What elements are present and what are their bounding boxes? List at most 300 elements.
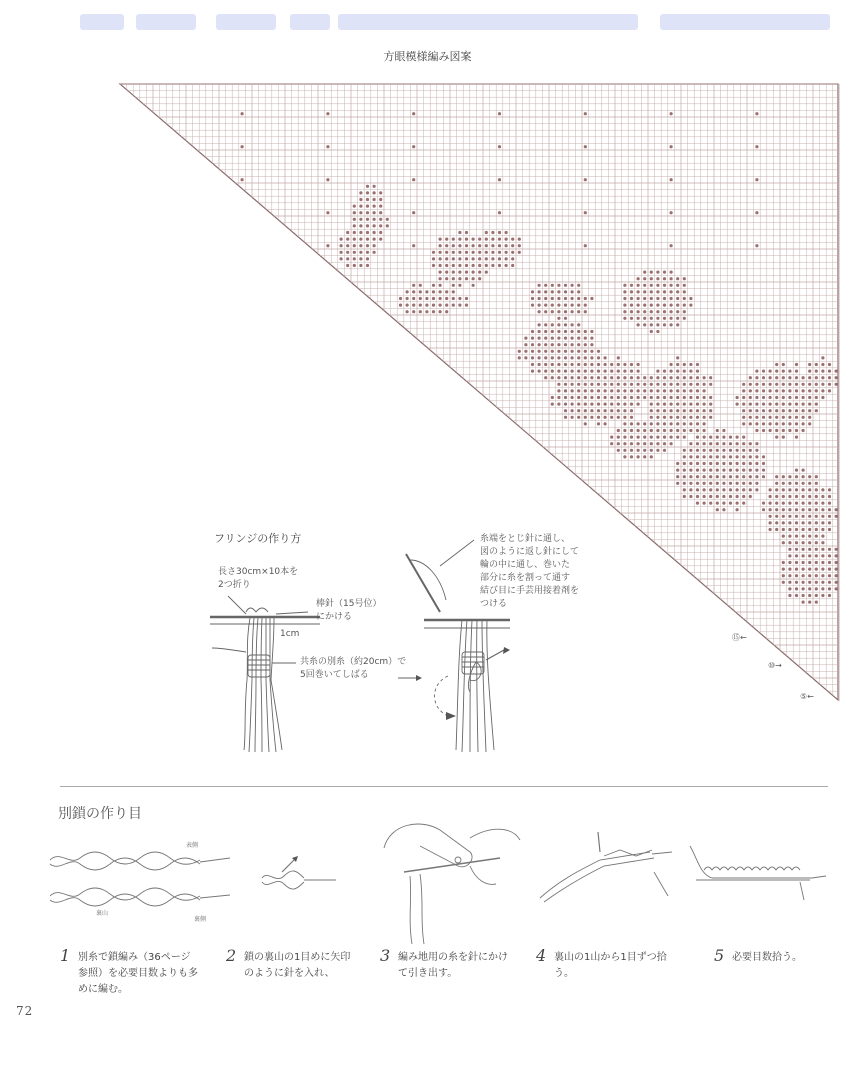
filled-mesh-dot bbox=[795, 502, 798, 505]
filled-mesh-dot bbox=[353, 211, 356, 214]
filled-mesh-dot bbox=[544, 330, 547, 333]
filled-mesh-dot bbox=[696, 409, 699, 412]
filled-mesh-dot bbox=[683, 363, 686, 366]
filled-mesh-dot bbox=[445, 297, 448, 300]
filled-mesh-dot bbox=[676, 475, 679, 478]
filled-mesh-dot bbox=[571, 363, 574, 366]
filled-mesh-dot bbox=[749, 389, 752, 392]
filled-mesh-dot bbox=[617, 436, 620, 439]
filled-mesh-dot bbox=[491, 257, 494, 260]
filled-mesh-dot bbox=[821, 376, 824, 379]
filled-mesh-dot bbox=[788, 521, 791, 524]
filled-mesh-dot bbox=[650, 323, 653, 326]
filled-mesh-dot bbox=[538, 297, 541, 300]
filled-mesh-dot bbox=[366, 224, 369, 227]
filled-mesh-dot bbox=[775, 396, 778, 399]
filled-mesh-dot bbox=[689, 422, 692, 425]
filled-mesh-dot bbox=[630, 442, 633, 445]
filled-mesh-dot bbox=[769, 495, 772, 498]
filled-mesh-dot bbox=[346, 251, 349, 254]
filled-mesh-dot bbox=[419, 290, 422, 293]
filled-mesh-dot bbox=[590, 356, 593, 359]
filled-mesh-dot bbox=[650, 310, 653, 313]
filled-mesh-dot bbox=[709, 436, 712, 439]
filled-mesh-dot bbox=[663, 323, 666, 326]
filled-mesh-dot bbox=[762, 389, 765, 392]
filled-mesh-dot bbox=[808, 528, 811, 531]
filled-mesh-dot bbox=[564, 343, 567, 346]
filled-mesh-dot bbox=[755, 403, 758, 406]
filled-mesh-dot bbox=[439, 304, 442, 307]
filled-mesh-dot bbox=[808, 587, 811, 590]
filled-mesh-dot bbox=[689, 370, 692, 373]
filled-mesh-dot bbox=[584, 363, 587, 366]
filled-mesh-dot bbox=[788, 508, 791, 511]
filled-mesh-dot bbox=[742, 442, 745, 445]
filled-mesh-dot bbox=[505, 238, 508, 241]
filled-mesh-dot bbox=[458, 304, 461, 307]
filled-mesh-dot bbox=[821, 508, 824, 511]
filled-mesh-dot bbox=[709, 403, 712, 406]
filled-mesh-dot bbox=[703, 376, 706, 379]
filled-mesh-dot bbox=[703, 449, 706, 452]
filled-mesh-dot bbox=[432, 264, 435, 267]
filled-mesh-dot bbox=[617, 403, 620, 406]
filled-mesh-dot bbox=[439, 271, 442, 274]
filled-mesh-dot bbox=[729, 469, 732, 472]
filled-mesh-dot bbox=[465, 257, 468, 260]
filled-mesh-dot bbox=[656, 422, 659, 425]
filled-mesh-dot bbox=[399, 297, 402, 300]
filled-mesh-dot bbox=[689, 297, 692, 300]
filled-mesh-dot bbox=[775, 370, 778, 373]
filled-mesh-dot bbox=[412, 290, 415, 293]
filled-mesh-dot bbox=[465, 297, 468, 300]
filled-mesh-dot bbox=[432, 290, 435, 293]
note-finish: 糸端をとじ針に通し、 図のように返し針にして 輪の中に通し、巻いた 部分に糸を割って通す 結び目に手芸用接着剤を つける bbox=[480, 534, 580, 609]
filled-mesh-dot bbox=[353, 205, 356, 208]
filled-mesh-dot bbox=[788, 554, 791, 557]
filled-mesh-dot bbox=[808, 521, 811, 524]
filled-mesh-dot bbox=[795, 568, 798, 571]
filled-mesh-dot bbox=[729, 436, 732, 439]
filled-mesh-dot bbox=[412, 244, 415, 247]
filled-mesh-dot bbox=[815, 508, 818, 511]
filled-mesh-dot bbox=[650, 297, 653, 300]
filled-mesh-dot bbox=[452, 251, 455, 254]
filled-mesh-dot bbox=[379, 238, 382, 241]
filled-mesh-dot bbox=[445, 310, 448, 313]
filled-mesh-dot bbox=[650, 277, 653, 280]
filled-mesh-dot bbox=[670, 436, 673, 439]
filled-mesh-dot bbox=[452, 304, 455, 307]
filled-mesh-dot bbox=[584, 383, 587, 386]
filled-mesh-dot bbox=[452, 271, 455, 274]
filled-mesh-dot bbox=[742, 475, 745, 478]
filled-mesh-dot bbox=[689, 409, 692, 412]
filled-mesh-dot bbox=[544, 343, 547, 346]
filled-mesh-dot bbox=[656, 429, 659, 432]
filled-mesh-dot bbox=[663, 277, 666, 280]
filled-mesh-dot bbox=[808, 561, 811, 564]
filled-mesh-dot bbox=[564, 376, 567, 379]
filled-mesh-dot bbox=[703, 469, 706, 472]
filled-mesh-dot bbox=[683, 416, 686, 419]
filled-mesh-dot bbox=[676, 429, 679, 432]
filled-mesh-dot bbox=[571, 376, 574, 379]
filled-mesh-dot bbox=[406, 310, 409, 313]
filled-mesh-dot bbox=[571, 290, 574, 293]
filled-mesh-dot bbox=[366, 257, 369, 260]
filled-mesh-dot bbox=[551, 396, 554, 399]
filled-mesh-dot bbox=[353, 218, 356, 221]
filled-mesh-dot bbox=[676, 304, 679, 307]
filled-mesh-dot bbox=[610, 370, 613, 373]
filled-mesh-dot bbox=[755, 145, 758, 148]
filled-mesh-dot bbox=[663, 442, 666, 445]
filled-mesh-dot bbox=[755, 112, 758, 115]
filled-mesh-dot bbox=[656, 442, 659, 445]
filled-mesh-dot bbox=[696, 403, 699, 406]
filled-mesh-dot bbox=[643, 429, 646, 432]
filled-mesh-dot bbox=[815, 548, 818, 551]
filled-mesh-dot bbox=[762, 370, 765, 373]
filled-mesh-dot bbox=[538, 310, 541, 313]
filled-mesh-dot bbox=[551, 284, 554, 287]
filled-mesh-dot bbox=[590, 383, 593, 386]
filled-mesh-dot bbox=[775, 436, 778, 439]
filled-mesh-dot bbox=[703, 488, 706, 491]
filled-mesh-dot bbox=[782, 574, 785, 577]
filled-mesh-dot bbox=[703, 462, 706, 465]
filled-mesh-dot bbox=[802, 409, 805, 412]
filled-mesh-dot bbox=[828, 383, 831, 386]
filled-mesh-dot bbox=[584, 396, 587, 399]
filled-mesh-dot bbox=[353, 251, 356, 254]
filled-mesh-dot bbox=[676, 363, 679, 366]
filled-mesh-dot bbox=[610, 383, 613, 386]
filled-mesh-dot bbox=[670, 370, 673, 373]
filled-mesh-dot bbox=[445, 304, 448, 307]
filled-mesh-dot bbox=[346, 231, 349, 234]
filled-mesh-dot bbox=[577, 389, 580, 392]
filled-mesh-dot bbox=[439, 238, 442, 241]
filled-mesh-dot bbox=[590, 343, 593, 346]
filled-mesh-dot bbox=[722, 429, 725, 432]
filled-mesh-dot bbox=[643, 284, 646, 287]
step-1-text: 別糸で鎖編み（36ページ 参照）を必要目数よりも多 めに編む。 bbox=[78, 952, 198, 995]
filled-mesh-dot bbox=[617, 356, 620, 359]
filled-mesh-dot bbox=[788, 541, 791, 544]
filled-mesh-dot bbox=[795, 541, 798, 544]
filled-mesh-dot bbox=[564, 409, 567, 412]
filled-mesh-dot bbox=[617, 416, 620, 419]
filled-mesh-dot bbox=[808, 409, 811, 412]
filled-mesh-dot bbox=[518, 251, 521, 254]
filled-mesh-dot bbox=[769, 488, 772, 491]
filled-mesh-dot bbox=[755, 455, 758, 458]
filled-mesh-dot bbox=[782, 581, 785, 584]
filled-mesh-dot bbox=[544, 356, 547, 359]
filled-mesh-dot bbox=[755, 469, 758, 472]
filled-mesh-dot bbox=[736, 469, 739, 472]
filled-mesh-dot bbox=[802, 587, 805, 590]
filled-mesh-dot bbox=[557, 284, 560, 287]
filled-mesh-dot bbox=[670, 422, 673, 425]
filled-mesh-dot bbox=[452, 257, 455, 260]
filled-mesh-dot bbox=[439, 251, 442, 254]
filled-mesh-dot bbox=[379, 205, 382, 208]
filled-mesh-dot bbox=[788, 409, 791, 412]
filled-mesh-dot bbox=[788, 396, 791, 399]
filled-mesh-dot bbox=[637, 370, 640, 373]
filled-mesh-dot bbox=[808, 581, 811, 584]
filled-mesh-dot bbox=[762, 403, 765, 406]
filled-mesh-dot bbox=[478, 244, 481, 247]
filled-mesh-dot bbox=[815, 594, 818, 597]
filled-mesh-dot bbox=[683, 284, 686, 287]
filled-mesh-dot bbox=[775, 488, 778, 491]
filled-mesh-dot bbox=[478, 271, 481, 274]
filled-mesh-dot bbox=[584, 422, 587, 425]
filled-mesh-dot bbox=[445, 257, 448, 260]
filled-mesh-dot bbox=[762, 416, 765, 419]
filled-mesh-dot bbox=[802, 548, 805, 551]
filled-mesh-dot bbox=[815, 587, 818, 590]
filled-mesh-dot bbox=[670, 211, 673, 214]
filled-mesh-dot bbox=[643, 290, 646, 293]
filled-mesh-dot bbox=[557, 323, 560, 326]
filled-mesh-dot bbox=[782, 370, 785, 373]
filled-mesh-dot bbox=[769, 508, 772, 511]
filled-mesh-dot bbox=[604, 422, 607, 425]
filled-mesh-dot bbox=[802, 429, 805, 432]
filled-mesh-dot bbox=[432, 257, 435, 260]
filled-mesh-dot bbox=[755, 383, 758, 386]
filled-mesh-dot bbox=[643, 436, 646, 439]
filled-mesh-dot bbox=[802, 535, 805, 538]
filled-mesh-dot bbox=[788, 548, 791, 551]
filled-mesh-dot bbox=[564, 323, 567, 326]
filled-mesh-dot bbox=[782, 535, 785, 538]
filled-mesh-dot bbox=[795, 587, 798, 590]
filled-mesh-dot bbox=[571, 370, 574, 373]
filled-mesh-dot bbox=[637, 317, 640, 320]
filled-mesh-dot bbox=[709, 475, 712, 478]
filled-mesh-dot bbox=[359, 264, 362, 267]
filled-mesh-dot bbox=[676, 422, 679, 425]
filled-mesh-dot bbox=[755, 211, 758, 214]
filled-mesh-dot bbox=[670, 317, 673, 320]
filled-mesh-dot bbox=[689, 482, 692, 485]
filled-mesh-dot bbox=[637, 297, 640, 300]
filled-mesh-dot bbox=[557, 337, 560, 340]
filled-mesh-dot bbox=[808, 495, 811, 498]
filled-mesh-dot bbox=[815, 601, 818, 604]
filled-mesh-dot bbox=[795, 482, 798, 485]
filled-mesh-dot bbox=[617, 449, 620, 452]
filled-mesh-dot bbox=[709, 416, 712, 419]
filled-mesh-dot bbox=[782, 508, 785, 511]
filled-mesh-dot bbox=[439, 297, 442, 300]
filled-mesh-dot bbox=[571, 383, 574, 386]
filled-mesh-dot bbox=[491, 238, 494, 241]
filled-mesh-dot bbox=[755, 449, 758, 452]
filled-mesh-dot bbox=[795, 416, 798, 419]
filled-mesh-dot bbox=[788, 429, 791, 432]
filled-mesh-dot bbox=[557, 383, 560, 386]
filled-mesh-dot bbox=[749, 449, 752, 452]
filled-mesh-dot bbox=[373, 198, 376, 201]
filled-mesh-dot bbox=[419, 310, 422, 313]
filled-mesh-dot bbox=[808, 548, 811, 551]
filled-mesh-dot bbox=[683, 462, 686, 465]
filled-mesh-dot bbox=[564, 383, 567, 386]
filled-mesh-dot bbox=[643, 310, 646, 313]
filled-mesh-dot bbox=[835, 568, 838, 571]
filled-mesh-dot bbox=[656, 436, 659, 439]
row-marker-10: ⑩→ bbox=[768, 661, 782, 670]
filled-mesh-dot bbox=[478, 238, 481, 241]
note-1cm: 1cm bbox=[280, 629, 300, 639]
filled-mesh-dot bbox=[458, 251, 461, 254]
filled-mesh-dot bbox=[815, 502, 818, 505]
filled-mesh-dot bbox=[703, 455, 706, 458]
filled-mesh-dot bbox=[584, 343, 587, 346]
filled-mesh-dot bbox=[630, 429, 633, 432]
filled-mesh-dot bbox=[670, 442, 673, 445]
filled-mesh-dot bbox=[359, 251, 362, 254]
filled-mesh-dot bbox=[755, 475, 758, 478]
filled-mesh-dot bbox=[755, 482, 758, 485]
filled-mesh-dot bbox=[637, 277, 640, 280]
filled-mesh-dot bbox=[557, 317, 560, 320]
filled-mesh-dot bbox=[709, 409, 712, 412]
filled-mesh-dot bbox=[782, 409, 785, 412]
filled-mesh-dot bbox=[412, 284, 415, 287]
filled-mesh-dot bbox=[788, 495, 791, 498]
filled-mesh-dot bbox=[729, 442, 732, 445]
filled-mesh-dot bbox=[610, 389, 613, 392]
filled-mesh-dot bbox=[742, 383, 745, 386]
chain-step3-illustration bbox=[384, 824, 520, 944]
filled-mesh-dot bbox=[643, 396, 646, 399]
filled-mesh-dot bbox=[359, 231, 362, 234]
filled-mesh-dot bbox=[762, 429, 765, 432]
filled-mesh-dot bbox=[564, 350, 567, 353]
filled-mesh-dot bbox=[656, 449, 659, 452]
filled-mesh-dot bbox=[419, 297, 422, 300]
filled-mesh-dot bbox=[795, 515, 798, 518]
filled-mesh-dot bbox=[597, 403, 600, 406]
filled-mesh-dot bbox=[821, 370, 824, 373]
filled-mesh-dot bbox=[650, 442, 653, 445]
filled-mesh-dot bbox=[340, 238, 343, 241]
filled-mesh-dot bbox=[604, 403, 607, 406]
filled-mesh-dot bbox=[670, 389, 673, 392]
filled-mesh-dot bbox=[736, 455, 739, 458]
filled-mesh-dot bbox=[637, 310, 640, 313]
filled-mesh-dot bbox=[359, 218, 362, 221]
filled-mesh-dot bbox=[729, 455, 732, 458]
filled-mesh-dot bbox=[663, 284, 666, 287]
filled-mesh-dot bbox=[630, 416, 633, 419]
filled-mesh-dot bbox=[623, 317, 626, 320]
filled-mesh-dot bbox=[597, 363, 600, 366]
filled-mesh-dot bbox=[643, 304, 646, 307]
filled-mesh-dot bbox=[656, 370, 659, 373]
filled-mesh-dot bbox=[564, 403, 567, 406]
filled-mesh-dot bbox=[498, 264, 501, 267]
filled-mesh-dot bbox=[722, 449, 725, 452]
filled-mesh-dot bbox=[802, 416, 805, 419]
filled-mesh-dot bbox=[775, 429, 778, 432]
filled-mesh-dot bbox=[577, 337, 580, 340]
filled-mesh-dot bbox=[465, 271, 468, 274]
filled-mesh-dot bbox=[656, 297, 659, 300]
filled-mesh-dot bbox=[808, 515, 811, 518]
filled-mesh-dot bbox=[623, 422, 626, 425]
filled-mesh-dot bbox=[815, 363, 818, 366]
filled-mesh-dot bbox=[557, 363, 560, 366]
filled-mesh-dot bbox=[696, 429, 699, 432]
filled-mesh-dot bbox=[604, 409, 607, 412]
filled-mesh-dot bbox=[795, 422, 798, 425]
filled-mesh-dot bbox=[815, 495, 818, 498]
filled-mesh-dot bbox=[571, 350, 574, 353]
filled-mesh-dot bbox=[623, 310, 626, 313]
filled-mesh-dot bbox=[577, 416, 580, 419]
filled-mesh-dot bbox=[538, 350, 541, 353]
filled-mesh-dot bbox=[597, 396, 600, 399]
filled-mesh-dot bbox=[584, 330, 587, 333]
filled-mesh-dot bbox=[551, 343, 554, 346]
filled-mesh-dot bbox=[340, 244, 343, 247]
filled-mesh-dot bbox=[762, 376, 765, 379]
filled-mesh-dot bbox=[828, 587, 831, 590]
filled-mesh-dot bbox=[557, 350, 560, 353]
filled-mesh-dot bbox=[630, 370, 633, 373]
filled-mesh-dot bbox=[590, 330, 593, 333]
filled-mesh-dot bbox=[359, 257, 362, 260]
filled-mesh-dot bbox=[795, 508, 798, 511]
filled-mesh-dot bbox=[821, 515, 824, 518]
filled-mesh-dot bbox=[584, 244, 587, 247]
filled-mesh-dot bbox=[577, 356, 580, 359]
filled-mesh-dot bbox=[630, 409, 633, 412]
filled-mesh-dot bbox=[597, 356, 600, 359]
filled-mesh-dot bbox=[630, 436, 633, 439]
filled-mesh-dot bbox=[828, 376, 831, 379]
filled-mesh-dot bbox=[788, 403, 791, 406]
filled-mesh-dot bbox=[491, 264, 494, 267]
filled-mesh-dot bbox=[472, 264, 475, 267]
filled-mesh-dot bbox=[412, 112, 415, 115]
filled-mesh-dot bbox=[795, 561, 798, 564]
filled-mesh-dot bbox=[808, 488, 811, 491]
filled-mesh-dot bbox=[425, 304, 428, 307]
filled-mesh-dot bbox=[366, 198, 369, 201]
filled-mesh-dot bbox=[538, 343, 541, 346]
filled-mesh-dot bbox=[511, 257, 514, 260]
filled-mesh-dot bbox=[353, 257, 356, 260]
note-wrap: 共糸の別糸（約20cm）で 5回巻いてしばる bbox=[300, 657, 407, 680]
filled-mesh-dot bbox=[795, 396, 798, 399]
filled-mesh-dot bbox=[808, 363, 811, 366]
filled-mesh-dot bbox=[650, 396, 653, 399]
filled-mesh-dot bbox=[762, 383, 765, 386]
filled-mesh-dot bbox=[683, 409, 686, 412]
